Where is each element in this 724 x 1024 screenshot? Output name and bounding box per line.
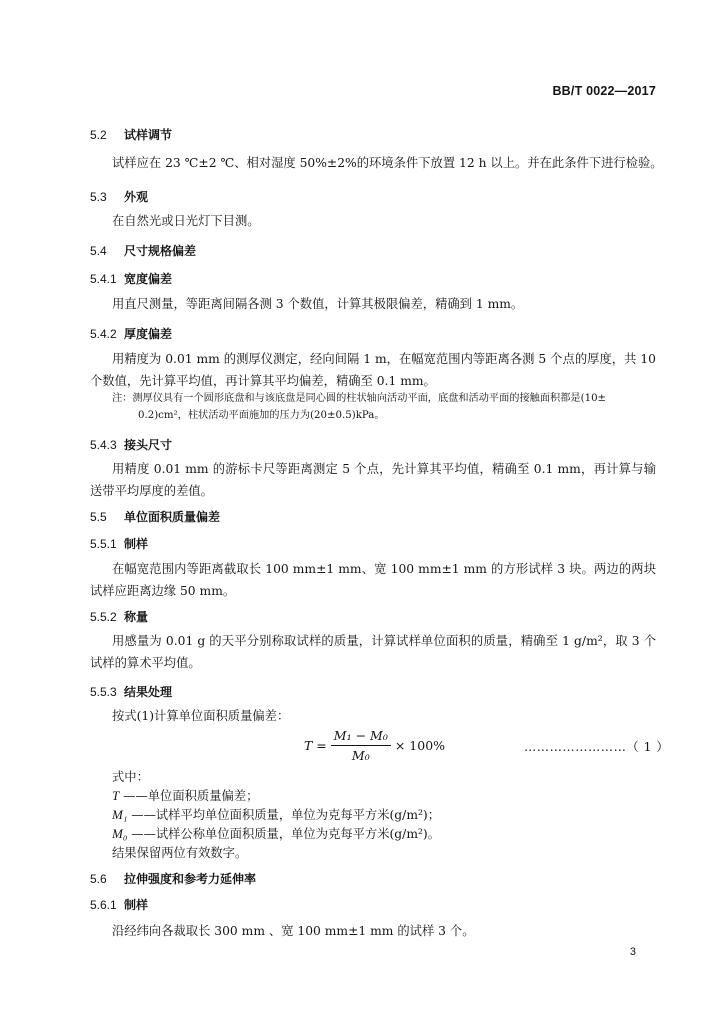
definition-item — [112, 805, 440, 823]
section-5-3-heading — [90, 188, 148, 205]
section-title: 厚度偏差 — [124, 327, 173, 341]
section-5-4-1-text: 用直尺测量，等距离间隔各测 3 个数值，计算其极限偏差，精确到 1 mm。 — [112, 297, 524, 311]
section-title: 尺寸规格偏差 — [124, 244, 197, 258]
section-number: 5.5 — [90, 510, 107, 524]
section-title: 制样 — [124, 537, 149, 551]
section-number: 5.4.3 — [90, 438, 117, 452]
section-5-4-3-heading — [90, 436, 172, 453]
section-number: 5.5.3 — [90, 685, 117, 699]
section-number: 5.6.1 — [90, 898, 117, 912]
page-number: 3 — [629, 946, 636, 958]
section-title: 宽度偏差 — [124, 272, 173, 286]
section-5-6-1-heading — [90, 896, 148, 913]
paragraph: 用精度 0.01 mm 的游标卡尺等距离测定 5 个点，先计算其平均值，精确至 0.1 mm，再计算与输送带平均厚度的差值。 — [90, 462, 656, 498]
formula-numerator: M₁ − M₀ — [331, 728, 391, 746]
section-number: 5.5.2 — [90, 610, 117, 624]
definition-item — [112, 824, 440, 842]
section-number: 5.4 — [90, 244, 107, 258]
section-5-5-heading — [90, 508, 220, 525]
section-5-5-2-text — [90, 630, 656, 674]
section-title: 结果处理 — [124, 685, 173, 699]
section-title: 外观 — [124, 190, 149, 204]
section-5-5-3-heading — [90, 683, 172, 700]
section-5-5-1-text — [90, 558, 656, 602]
formula-1 — [304, 728, 445, 763]
section-number: 5.4.1 — [90, 272, 117, 286]
definition-text: ——试样公称单位面积质量，单位为克每平方米(g/m²)。 — [127, 827, 440, 841]
note-line-2: 0.2)cm²，柱状活动平面施加的压力为(20±0.5)kPa。 — [138, 410, 385, 421]
section-title: 拉伸强度和参考力延伸率 — [124, 872, 257, 886]
section-title: 制样 — [124, 898, 149, 912]
paragraph: 用感量为 0.01 g 的天平分别称取试样的质量，计算试样单位面积的质量，精确至 1 g/m²，取 3 个试样的算术平均值。 — [90, 634, 656, 670]
section-number: 5.6 — [90, 872, 107, 886]
definition-text: ——单位面积质量偏差； — [119, 789, 259, 803]
note — [112, 390, 660, 424]
definition-symbol: M₁ — [112, 807, 128, 822]
formula-fraction — [331, 728, 391, 763]
section-title: 试样调节 — [124, 128, 173, 142]
formula-intro: 按式(1)计算单位面积质量偏差： — [112, 709, 290, 723]
definition-text: ——试样平均单位面积质量，单位为克每平方米(g/m²)； — [127, 808, 440, 822]
section-title: 接头尺寸 — [124, 438, 173, 452]
formula-denominator: M₀ — [351, 748, 370, 763]
section-5-6-1-text: 沿经纬向各裁取长 300 mm 、宽 100 mm±1 mm 的试样 3 个。 — [112, 924, 475, 938]
definition-symbol: M₀ — [112, 826, 128, 841]
section-5-4-heading — [90, 242, 196, 259]
formula-number: ……………………（ 1 ） — [524, 740, 670, 754]
section-5-3-text: 在自然光或日光灯下目测。 — [112, 214, 260, 228]
section-5-5-1-heading — [90, 535, 148, 552]
where-label: 式中： — [112, 770, 149, 784]
section-5-4-1-heading — [90, 270, 172, 287]
result-note: 结果保留两位有效数字。 — [112, 846, 248, 860]
section-5-4-3-text — [90, 458, 656, 502]
section-5-2-heading — [90, 126, 172, 143]
section-number: 5.3 — [90, 190, 107, 204]
section-5-4-2-text — [90, 348, 656, 392]
section-5-2-text: 试样应在 23 ℃±2 ℃、相对湿度 50%±2%的环境条件下放置 12 h 以上。并在此条件下进行检验。 — [112, 156, 663, 170]
formula-lhs: T = — [304, 738, 327, 753]
section-number: 5.5.1 — [90, 537, 117, 551]
formula-rhs: × 100% — [394, 738, 446, 753]
section-5-5-2-heading — [90, 608, 148, 625]
paragraph: 用精度为 0.01 mm 的测厚仪测定，经向间隔 1 m，在幅宽范围内等距离各测 5 个点的厚度，共 10 个数值，先计算平均值，再计算其平均偏差，精确至 0.1 mm。 — [90, 352, 656, 388]
section-title: 单位面积质量偏差 — [124, 510, 221, 524]
section-number: 5.2 — [90, 128, 107, 142]
section-title: 称量 — [124, 610, 149, 624]
definition-item — [112, 786, 258, 804]
section-5-4-2-heading — [90, 325, 172, 342]
section-number: 5.4.2 — [90, 327, 117, 341]
paragraph: 在幅宽范围内等距离截取长 100 mm±1 mm、宽 100 mm±1 mm 的方形试样 3 块。两边的两块试样应距离边缘 50 mm。 — [90, 562, 656, 598]
standard-code: BB/T 0022—2017 — [552, 84, 656, 98]
note-line-1: 注：测厚仪具有一个圆形底盘和与该底盘是同心圆的柱状轴向活动平面，底盘和活动平面的接触面积都是(10± — [112, 393, 607, 404]
definition-symbol: T — [112, 788, 120, 803]
section-5-6-heading — [90, 870, 256, 887]
